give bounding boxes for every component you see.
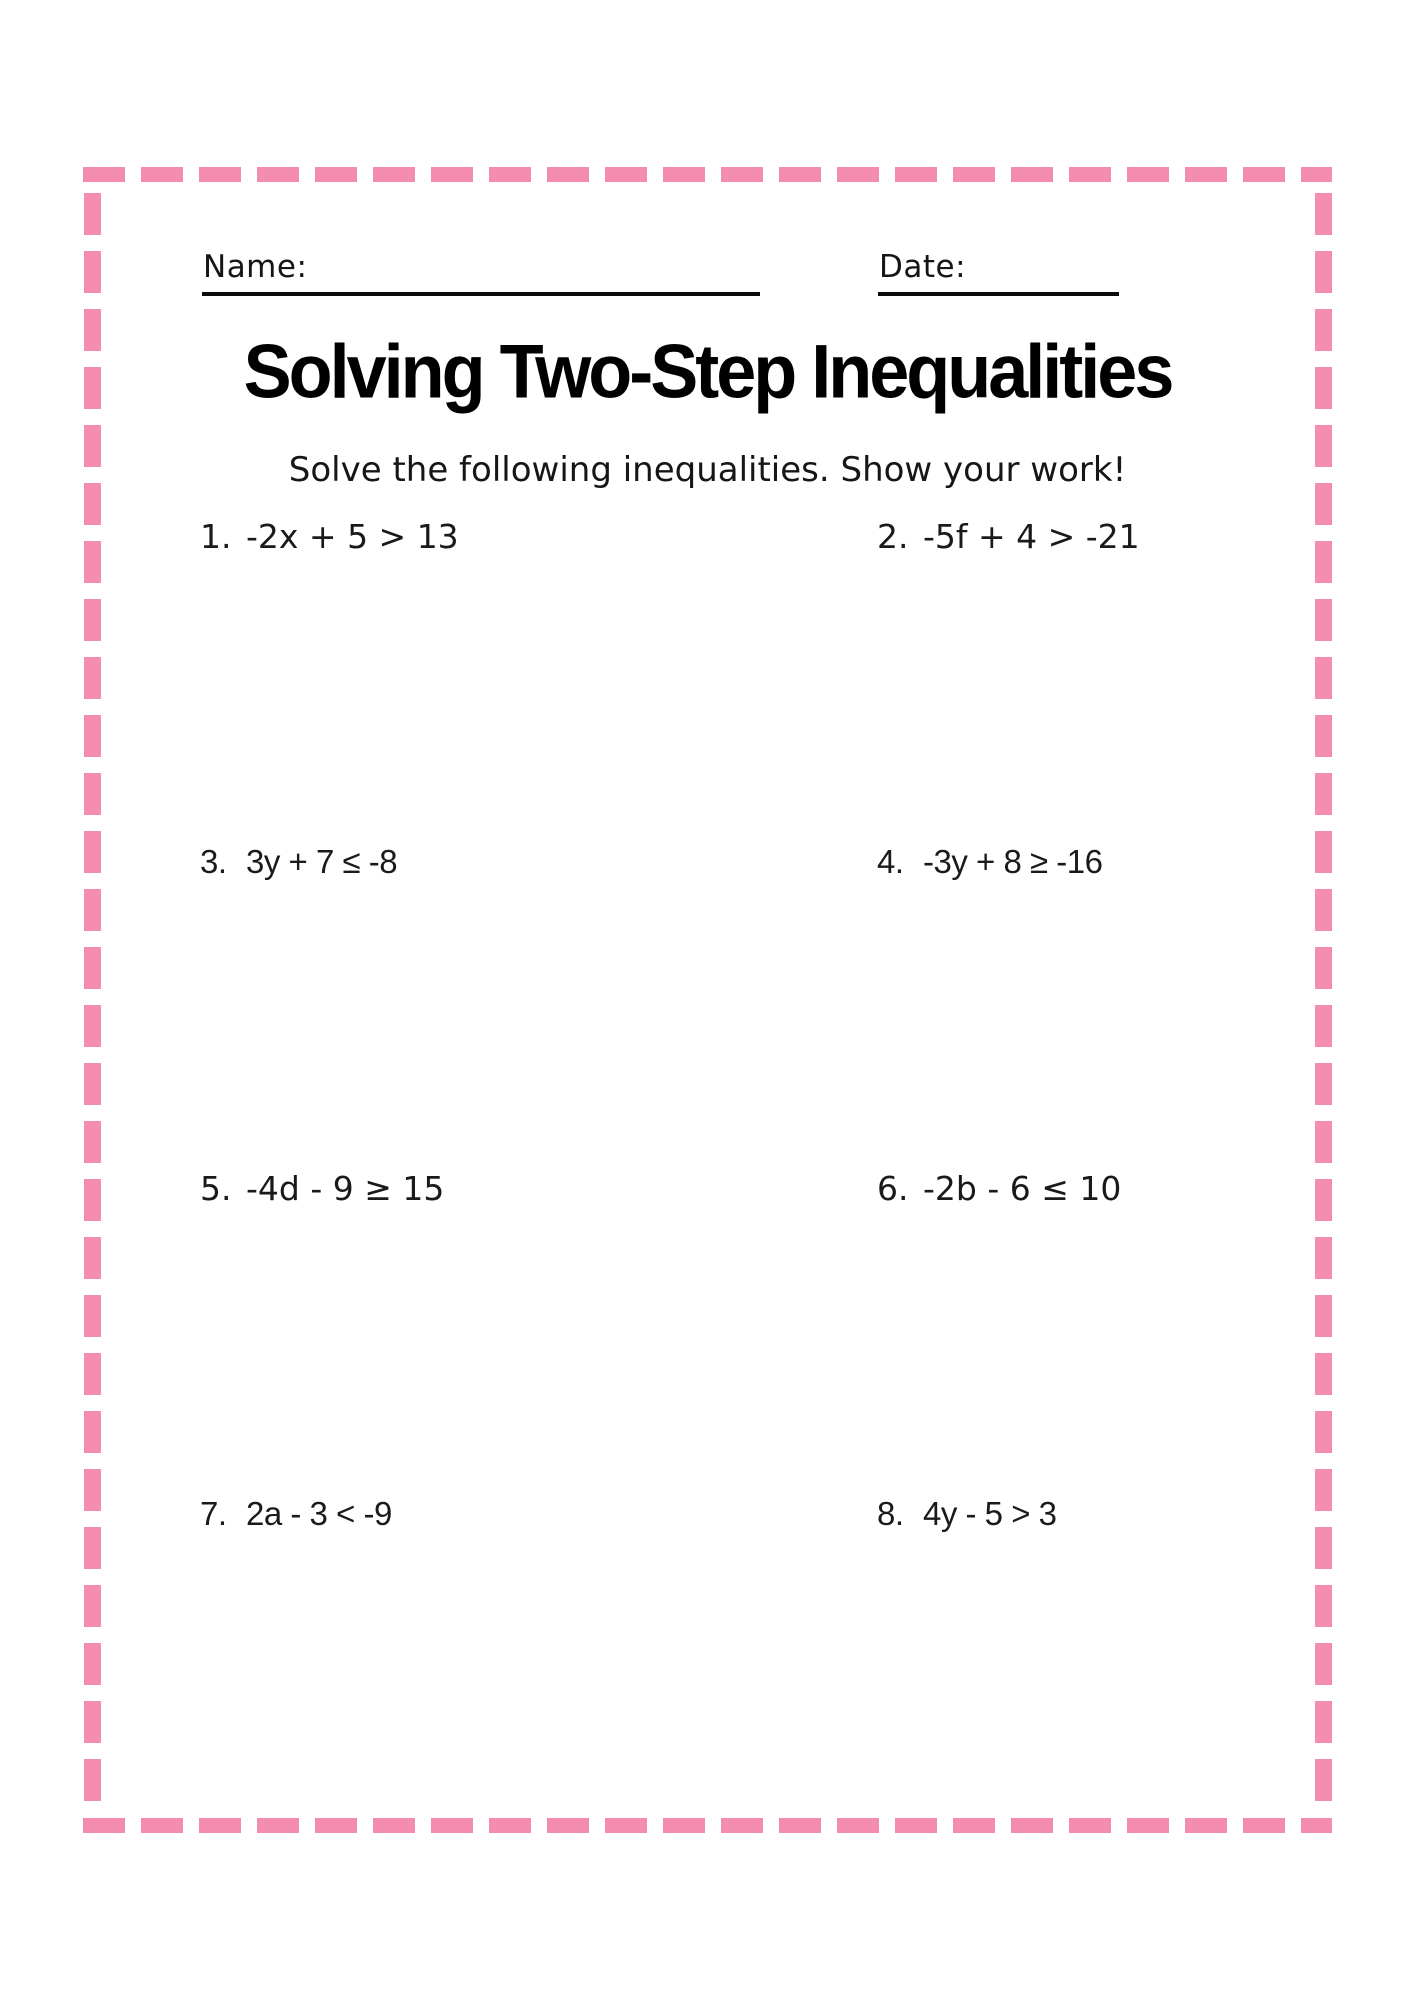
date-input-line[interactable] (878, 292, 1119, 296)
problem-4-expression: -3y + 8 ≥ -16 (923, 843, 1103, 880)
border-top-dashes (83, 167, 1332, 182)
problem-7 (200, 1495, 392, 1533)
instructions-text: Solve the following inequalities. Show your work! (288, 450, 1127, 490)
problem-8-number: 8. (877, 1495, 904, 1532)
problem-6-expression: -2b - 6 ≤ 10 (923, 1169, 1122, 1208)
name-input-line[interactable] (202, 292, 760, 296)
problem-2 (877, 517, 1140, 556)
border-left-dashes (84, 193, 101, 1810)
problem-1-expression: -2x + 5 > 13 (246, 517, 459, 556)
problem-6 (877, 1169, 1121, 1208)
name-label: Name: (203, 249, 308, 285)
border-bottom-dashes (83, 1818, 1332, 1833)
problem-4-number: 4. (877, 843, 904, 880)
problem-1 (200, 517, 459, 556)
date-label: Date: (879, 249, 967, 285)
problem-7-number: 7. (200, 1495, 227, 1532)
problem-8-expression: 4y - 5 > 3 (923, 1495, 1057, 1532)
problem-3 (200, 843, 397, 881)
problem-4 (877, 843, 1102, 881)
problem-2-number: 2. (877, 517, 909, 556)
border-right-dashes (1315, 193, 1332, 1810)
problem-7-expression: 2a - 3 < -9 (246, 1495, 392, 1532)
page-title: Solving Two-Step Inequalities (243, 329, 1172, 415)
problem-1-number: 1. (200, 517, 232, 556)
problem-3-number: 3. (200, 843, 227, 880)
problem-5-number: 5. (200, 1169, 232, 1208)
problem-6-number: 6. (877, 1169, 909, 1208)
problem-5 (200, 1169, 444, 1208)
problem-2-expression: -5f + 4 > -21 (923, 517, 1140, 556)
problem-5-expression: -4d - 9 ≥ 15 (246, 1169, 445, 1208)
problem-8 (877, 1495, 1057, 1533)
problem-3-expression: 3y + 7 ≤ -8 (246, 843, 398, 880)
